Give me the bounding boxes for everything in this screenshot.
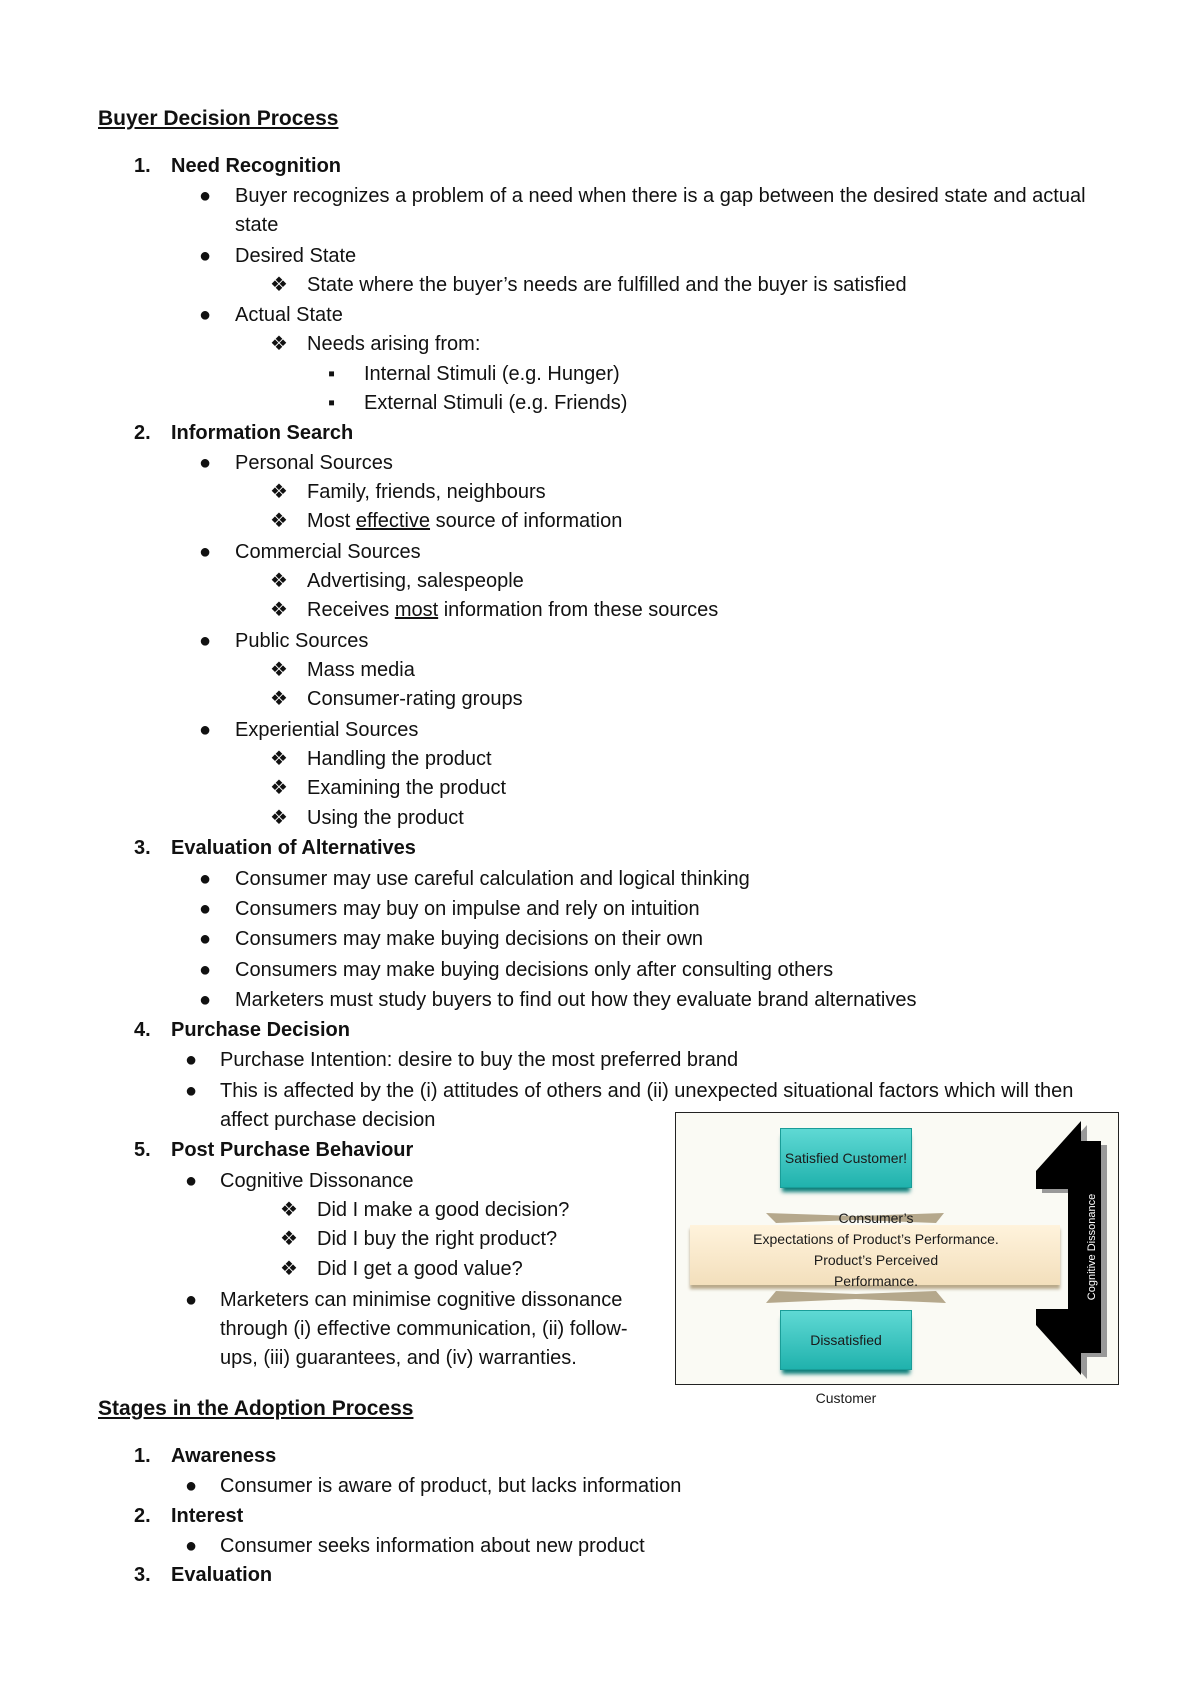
diamond-bullet-icon: ❖ [280,1258,298,1280]
list-item: Did I get a good value? [317,1258,523,1280]
list-item: Consumer may use careful calculation and logical thinking [235,868,750,890]
list-item: through (i) effective communication, (ii) follow- [220,1318,628,1340]
bullet-icon: ● [199,959,212,981]
list-item: Commercial Sources [235,541,421,563]
heading-need-recognition: Need Recognition [171,155,342,177]
band-text-line-4: Performance. [833,1273,919,1289]
diamond-bullet-icon: ❖ [280,1228,298,1250]
satisfied-customer-box: Satisfied Customer! [780,1128,912,1188]
list-item: Marketers can minimise cognitive dissonance [220,1289,623,1311]
heading-interest: Interest [171,1505,244,1527]
list-item: Buyer recognizes a problem of a need when there is a gap between the desired state and actual [235,185,1086,207]
diamond-bullet-icon: ❖ [270,777,288,799]
bullet-icon: ● [199,452,212,474]
bullet-icon: ● [199,928,212,950]
list-item: ups, (iii) guarantees, and (iv) warranties. [220,1347,577,1369]
bullet-icon: ● [185,1535,198,1557]
item-number: 4. [134,1019,151,1041]
diamond-bullet-icon: ❖ [270,570,288,592]
list-item: Consumers may buy on impulse and rely on intuition [235,898,700,920]
item-number: 3. [134,837,151,859]
square-bullet-icon: ▪ [328,392,336,414]
list-item: state [235,214,279,236]
bullet-icon: ● [199,630,212,652]
band-text-line-2: Expectations of Product’s Performance. [753,1231,999,1247]
list-item: External Stimuli (e.g. Friends) [364,392,628,414]
list-item: Family, friends, neighbours [307,481,546,503]
list-item: Experiential Sources [235,719,419,741]
diamond-bullet-icon: ❖ [270,274,288,296]
list-item: State where the buyer’s needs are fulfilled and the buyer is satisfied [307,274,907,296]
item-number: 2. [134,422,151,444]
diamond-bullet-icon: ❖ [270,599,288,621]
section-title-buyer-decision: Buyer Decision Process [98,107,339,130]
list-item: Marketers must study buyers to find out how they evaluate brand alternatives [235,989,917,1011]
list-item: Internal Stimuli (e.g. Hunger) [364,363,620,385]
cognitive-dissonance-label: Cognitive Dissonance [1086,1193,1098,1301]
heading-information-search: Information Search [171,422,354,444]
list-item: Did I make a good decision? [317,1199,570,1221]
list-item: Receives most information from these sources [307,599,719,621]
list-item: Most effective source of information [307,510,623,532]
list-item: Consumers may make buying decisions only after consulting others [235,959,834,981]
diamond-bullet-icon: ❖ [270,807,288,829]
dissatisfied-customer-box: Dissatisfied Customer [780,1310,912,1370]
section-title-adoption-process: Stages in the Adoption Process [98,1397,414,1420]
list-item: Advertising, salespeople [307,570,524,592]
diamond-bullet-icon: ❖ [280,1199,298,1221]
list-item: Did I buy the right product? [317,1228,558,1250]
list-item: Purchase Intention: desire to buy the most preferred brand [220,1049,739,1071]
item-number: 1. [134,1445,151,1467]
bullet-icon: ● [199,868,212,890]
heading-purchase-decision: Purchase Decision [171,1019,350,1041]
item-number: 3. [134,1564,151,1586]
bullet-icon: ● [185,1289,198,1311]
bullet-icon: ● [199,245,212,267]
list-item: Mass media [307,659,415,681]
bullet-icon: ● [199,989,212,1011]
list-item: Consumers may make buying decisions on their own [235,928,703,950]
list-item: Examining the product [307,777,507,799]
list-item: Consumer seeks information about new product [220,1535,645,1557]
list-item: Needs arising from: [307,333,481,355]
bullet-icon: ● [199,304,212,326]
diamond-bullet-icon: ❖ [270,333,288,355]
diamond-bullet-icon: ❖ [270,510,288,532]
list-item: Personal Sources [235,452,393,474]
bullet-icon: ● [199,541,212,563]
bullet-icon: ● [185,1170,198,1192]
diamond-bullet-icon: ❖ [270,688,288,710]
band-text-line-1: Consumer’s [838,1210,914,1226]
list-item: Consumer is aware of product, but lacks information [220,1475,682,1497]
list-item: Handling the product [307,748,492,770]
band-text-line-3: Product’s Perceived [813,1252,939,1268]
item-number: 2. [134,1505,151,1527]
bullet-icon: ● [199,719,212,741]
bullet-icon: ● [185,1475,198,1497]
list-item: Actual State [235,304,343,326]
diamond-bullet-icon: ❖ [270,748,288,770]
bullet-icon: ● [185,1080,198,1102]
bullet-icon: ● [185,1049,198,1071]
square-bullet-icon: ▪ [328,363,336,385]
item-number: 1. [134,155,151,177]
list-item: Using the product [307,807,464,829]
bullet-icon: ● [199,185,212,207]
list-item: Cognitive Dissonance [220,1170,414,1192]
cognitive-dissonance-diagram [675,1112,1119,1406]
item-number: 5. [134,1139,151,1161]
heading-evaluation: Evaluation [171,1564,273,1586]
list-item: affect purchase decision [220,1109,436,1131]
heading-post-purchase-behaviour: Post Purchase Behaviour [171,1139,414,1161]
diamond-bullet-icon: ❖ [270,481,288,503]
list-item: Consumer-rating groups [307,688,523,710]
heading-awareness: Awareness [171,1445,277,1467]
list-item: Desired State [235,245,357,267]
diamond-bullet-icon: ❖ [270,659,288,681]
heading-evaluation-of-alternatives: Evaluation of Alternatives [171,837,416,859]
list-item: Public Sources [235,630,369,652]
list-item: This is affected by the (i) attitudes of others and (ii) unexpected situational factors which will then [220,1080,1074,1102]
bullet-icon: ● [199,898,212,920]
